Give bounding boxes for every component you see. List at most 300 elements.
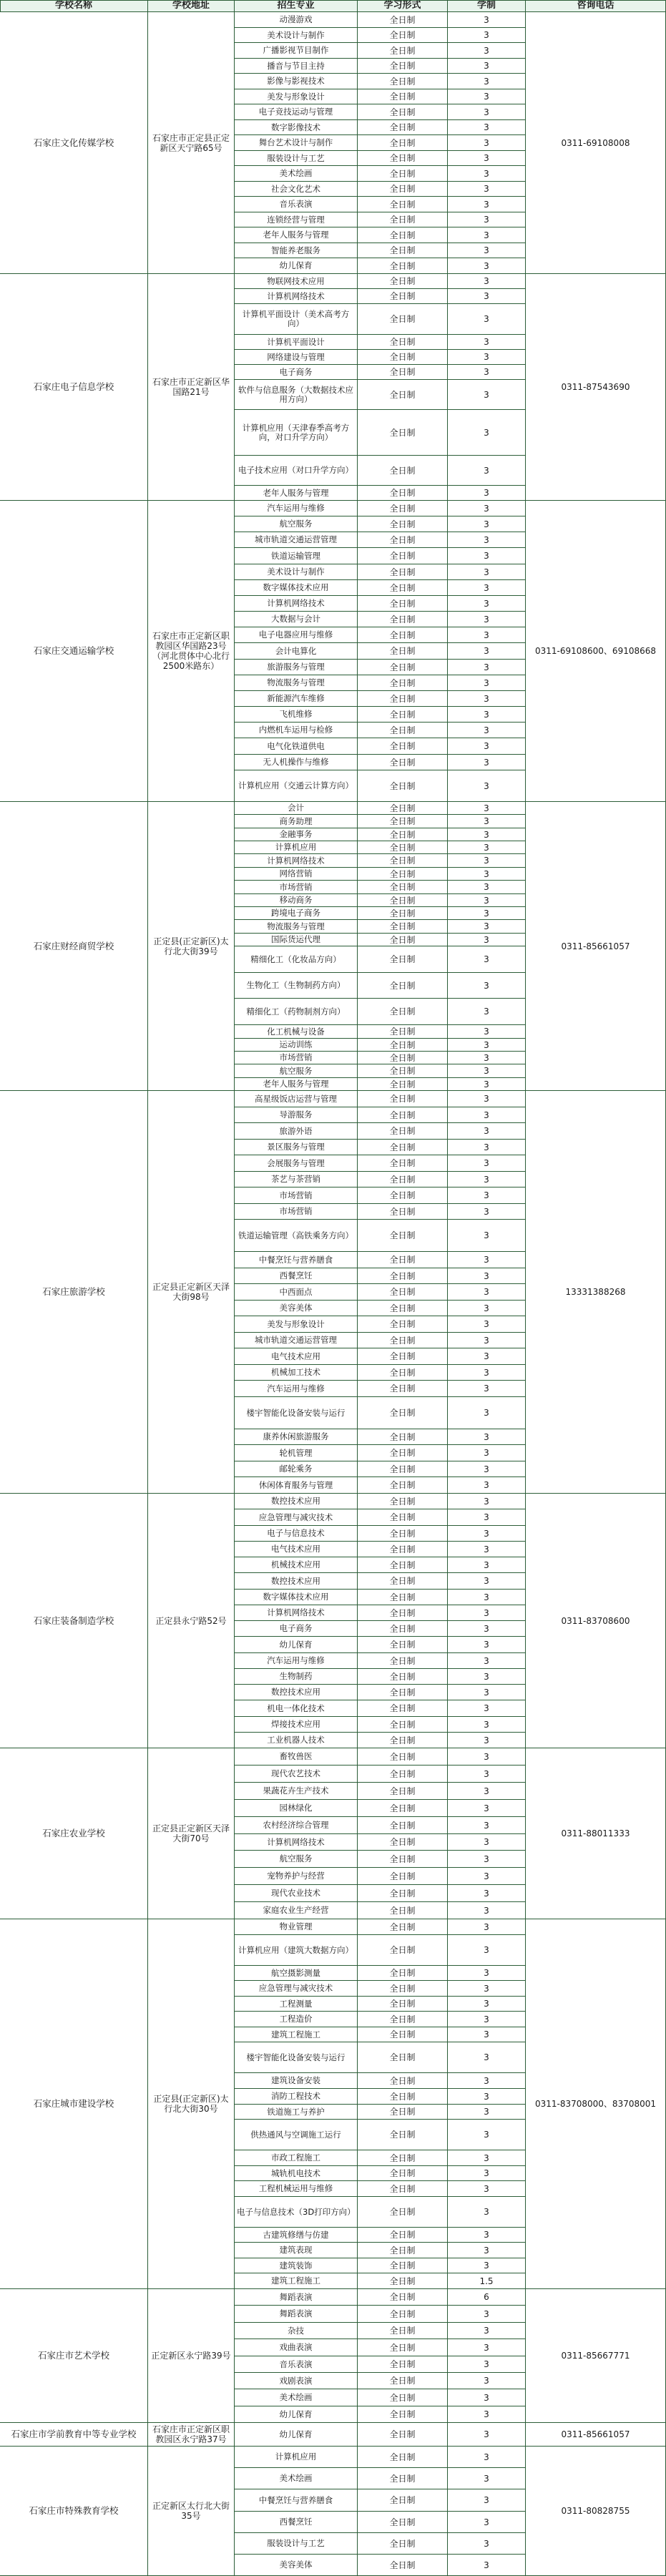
major-name: 美发与形象设计 (235, 1316, 358, 1333)
duration-years: 1.5 (448, 2273, 526, 2289)
major-name: 舞台艺术设计与制作 (235, 135, 358, 151)
major-name: 消防工程技术 (235, 2089, 358, 2105)
study-form: 全日制 (358, 755, 448, 770)
duration-years: 3 (448, 1542, 526, 1557)
study-form: 全日制 (358, 2197, 448, 2228)
duration-years: 3 (448, 1997, 526, 2012)
duration-years: 3 (448, 2468, 526, 2489)
school-address: 正定新区太行北大街35号 (148, 2447, 235, 2576)
duration-years: 3 (448, 2423, 526, 2447)
study-form: 全日制 (358, 166, 448, 182)
study-form: 全日制 (358, 212, 448, 227)
school-name: 石家庄市艺术学校 (0, 2289, 148, 2423)
duration-years: 3 (448, 74, 526, 89)
school-phone: 0311-87543690 (526, 274, 666, 501)
duration-years: 3 (448, 1461, 526, 1477)
duration-years: 3 (448, 596, 526, 612)
duration-years: 3 (448, 2120, 526, 2150)
header-study-form: 学习形式 (358, 0, 448, 12)
major-name: 航空服务 (235, 1064, 358, 1078)
duration-years: 3 (448, 1573, 526, 1590)
school-address: 石家庄市正定新区职教园区华国路23号（河北贯体中心北行2500米路东） (148, 501, 235, 802)
study-form: 全日制 (358, 1902, 448, 1919)
study-form: 全日制 (358, 1445, 448, 1461)
study-form: 全日制 (358, 1429, 448, 1445)
study-form: 全日制 (358, 1733, 448, 1748)
study-form: 全日制 (358, 2555, 448, 2576)
major-name: 美发与形象设计 (235, 89, 358, 104)
major-name: 轮机管理 (235, 1445, 358, 1461)
major-name: 汽车运用与维修 (235, 1381, 358, 1397)
duration-years: 3 (448, 120, 526, 135)
duration-years: 3 (448, 920, 526, 934)
study-form: 全日制 (358, 1526, 448, 1542)
study-form: 全日制 (358, 1301, 448, 1316)
school-phone: 0311-69108008 (526, 12, 666, 274)
study-form: 全日制 (358, 1365, 448, 1381)
study-form: 全日制 (358, 1868, 448, 1885)
study-form: 全日制 (358, 1316, 448, 1333)
major-name: 化工机械与设备 (235, 1025, 358, 1039)
major-name: 应急管理与减灾技术 (235, 1981, 358, 1997)
study-form: 全日制 (358, 920, 448, 934)
study-form: 全日制 (358, 258, 448, 274)
major-name: 国际货运代理 (235, 934, 358, 946)
major-name: 计算机网络技术 (235, 1834, 358, 1851)
duration-years: 3 (448, 1783, 526, 1800)
duration-years: 3 (448, 2447, 526, 2468)
major-name: 现代农业技术 (235, 1885, 358, 1902)
major-name: 精细化工（药物制剂方向） (235, 999, 358, 1025)
major-name: 计算机应用 (235, 841, 358, 854)
duration-years: 3 (448, 1494, 526, 1509)
major-name: 电子技术应用（对口升学方向） (235, 456, 358, 486)
major-name: 数控技术应用 (235, 1573, 358, 1590)
major-name: 园林绿化 (235, 1800, 358, 1817)
duration-years: 3 (448, 643, 526, 660)
study-form: 全日制 (358, 304, 448, 335)
study-form: 全日制 (358, 1461, 448, 1477)
major-name: 服装设计与工艺 (235, 2533, 358, 2555)
study-form: 全日制 (358, 2339, 448, 2356)
study-form: 全日制 (358, 1834, 448, 1851)
school-name: 石家庄市学前教育中等专业学校 (0, 2423, 148, 2447)
major-name: 电子竞技运动与管理 (235, 104, 358, 120)
duration-years: 3 (448, 881, 526, 894)
duration-years: 3 (448, 1851, 526, 1868)
duration-years: 3 (448, 2406, 526, 2423)
duration-years: 3 (448, 516, 526, 532)
major-name: 金融事务 (235, 828, 358, 841)
study-form: 全日制 (358, 596, 448, 612)
duration-years: 3 (448, 1800, 526, 1817)
major-name: 城市轨道交通运营管理 (235, 532, 358, 548)
study-form: 全日制 (358, 1397, 448, 1429)
major-name: 杂技 (235, 2323, 358, 2339)
duration-years: 3 (448, 2339, 526, 2356)
major-name: 播音与节目主持 (235, 59, 358, 74)
school-address: 正定新区永宁路39号 (148, 2289, 235, 2423)
major-name: 果蔬花卉生产技术 (235, 1783, 358, 1800)
major-name: 音乐表演 (235, 2356, 358, 2373)
study-form: 全日制 (358, 1573, 448, 1590)
study-form: 全日制 (358, 2027, 448, 2042)
study-form: 全日制 (358, 2243, 448, 2258)
major-name: 戏曲表演 (235, 2339, 358, 2356)
duration-years: 3 (448, 815, 526, 828)
major-name: 音乐表演 (235, 197, 358, 212)
major-name: 电子与信息技术（3D打印方向） (235, 2197, 358, 2228)
study-form: 全日制 (358, 380, 448, 410)
study-form: 全日制 (358, 612, 448, 627)
major-name: 计算机平面设计 (235, 335, 358, 350)
study-form: 全日制 (358, 2489, 448, 2512)
duration-years: 3 (448, 723, 526, 738)
school-phone: 0311-85667771 (526, 2289, 666, 2423)
study-form: 全日制 (358, 1669, 448, 1685)
study-form: 全日制 (358, 2258, 448, 2273)
duration-years: 3 (448, 1748, 526, 1766)
study-form: 全日制 (358, 350, 448, 365)
duration-years: 3 (448, 2228, 526, 2243)
duration-years: 3 (448, 1966, 526, 1981)
duration-years: 3 (448, 1817, 526, 1834)
study-form: 全日制 (358, 1172, 448, 1187)
study-form: 全日制 (358, 74, 448, 89)
study-form: 全日制 (358, 2406, 448, 2423)
duration-years: 3 (448, 934, 526, 946)
major-name: 无人机操作与维修 (235, 755, 358, 770)
study-form: 全日制 (358, 501, 448, 516)
study-form: 全日制 (358, 197, 448, 212)
duration-years: 3 (448, 1381, 526, 1397)
major-name: 电子电器应用与维修 (235, 627, 358, 643)
duration-years: 3 (448, 1717, 526, 1733)
study-form: 全日制 (358, 2389, 448, 2406)
major-name: 内燃机车运用与检修 (235, 723, 358, 738)
school-address: 石家庄市正定新区职教园区永宁路37号 (148, 2423, 235, 2447)
major-name: 电气技术应用 (235, 1542, 358, 1557)
duration-years: 3 (448, 854, 526, 868)
study-form: 全日制 (358, 691, 448, 707)
duration-years: 3 (448, 1935, 526, 1966)
duration-years: 3 (448, 2089, 526, 2105)
duration-years: 3 (448, 1091, 526, 1107)
study-form: 全日制 (358, 973, 448, 999)
header-duration: 学制 (448, 0, 526, 12)
school-address: 正定县正定新区天泽大街70号 (148, 1748, 235, 1919)
major-name: 航空服务 (235, 1851, 358, 1868)
major-name: 汽车运用与维修 (235, 1653, 358, 1669)
duration-years: 3 (448, 2489, 526, 2512)
study-form: 全日制 (358, 1621, 448, 1637)
study-form: 全日制 (358, 1187, 448, 1204)
duration-years: 3 (448, 2105, 526, 2120)
major-name: 幼儿保育 (235, 2406, 358, 2423)
study-form: 全日制 (358, 828, 448, 841)
duration-years: 3 (448, 1039, 526, 1052)
major-name: 美术绘画 (235, 2468, 358, 2489)
major-name: 城轨机电技术 (235, 2166, 358, 2181)
duration-years: 3 (448, 212, 526, 227)
major-name: 美容美体 (235, 2555, 358, 2576)
study-form: 全日制 (358, 675, 448, 691)
major-name: 幼儿保育 (235, 2423, 358, 2447)
study-form: 全日制 (358, 120, 448, 135)
duration-years: 3 (448, 304, 526, 335)
duration-years: 3 (448, 1902, 526, 1919)
study-form: 全日制 (358, 1494, 448, 1509)
duration-years: 3 (448, 1981, 526, 1997)
study-form: 全日制 (358, 1557, 448, 1573)
study-form: 全日制 (358, 1885, 448, 1902)
duration-years: 3 (448, 868, 526, 881)
duration-years: 3 (448, 274, 526, 289)
duration-years: 3 (448, 660, 526, 675)
duration-years: 3 (448, 770, 526, 802)
duration-years: 3 (448, 2166, 526, 2181)
school-name: 石家庄财经商贸学校 (0, 802, 148, 1091)
study-form: 全日制 (358, 135, 448, 151)
duration-years: 3 (448, 1733, 526, 1748)
major-name: 高星级饭店运营与管理 (235, 1091, 358, 1107)
school-address: 正定县永宁路52号 (148, 1494, 235, 1748)
duration-years: 3 (448, 907, 526, 920)
major-name: 计算机网络技术 (235, 854, 358, 868)
major-name: 建筑工程施工 (235, 2027, 358, 2042)
school-name: 石家庄装备制造学校 (0, 1494, 148, 1748)
duration-years: 3 (448, 2373, 526, 2389)
duration-years: 3 (448, 28, 526, 43)
duration-years: 3 (448, 1653, 526, 1669)
study-form: 全日制 (358, 2356, 448, 2373)
major-name: 影像与影视技术 (235, 74, 358, 89)
major-name: 物联网技术应用 (235, 274, 358, 289)
major-name: 计算机应用（天津春季高考方向，对口升学方向） (235, 410, 358, 456)
major-name: 老年人服务与管理 (235, 227, 358, 243)
school-name: 石家庄文化传媒学校 (0, 12, 148, 274)
duration-years: 3 (448, 738, 526, 755)
study-form: 全日制 (358, 2273, 448, 2289)
school-address: 石家庄市正定新区华国路21号 (148, 274, 235, 501)
major-name: 楼宇智能化设备安装与运行 (235, 1397, 358, 1429)
duration-years: 3 (448, 802, 526, 815)
study-form: 全日制 (358, 1766, 448, 1783)
school-phone: 0311-88011333 (526, 1748, 666, 1919)
major-name: 计算机平面设计（美术高考方向） (235, 304, 358, 335)
duration-years: 3 (448, 2012, 526, 2027)
duration-years: 3 (448, 43, 526, 59)
major-name: 数字影像技术 (235, 120, 358, 135)
major-name: 市场营销 (235, 1204, 358, 1220)
major-name: 工业机器人技术 (235, 1733, 358, 1748)
duration-years: 3 (448, 59, 526, 74)
duration-years: 3 (448, 1605, 526, 1621)
duration-years: 3 (448, 350, 526, 365)
study-form: 全日制 (358, 1700, 448, 1717)
school-name: 石家庄交通运输学校 (0, 501, 148, 802)
major-name: 生物制药 (235, 1669, 358, 1685)
major-name: 旅游外语 (235, 1123, 358, 1140)
school-phone: 0311-80828755 (526, 2447, 666, 2576)
major-name: 供热通风与空调施工运行 (235, 2120, 358, 2150)
major-name: 城市轨道交通运营管理 (235, 1333, 358, 1348)
study-form: 全日制 (358, 1653, 448, 1669)
header-phone: 咨询电话 (526, 0, 666, 12)
study-form: 全日制 (358, 660, 448, 675)
study-form: 全日制 (358, 907, 448, 920)
duration-years: 3 (448, 2389, 526, 2406)
major-name: 美术绘画 (235, 2389, 358, 2406)
duration-years: 3 (448, 380, 526, 410)
major-name: 计算机应用（建筑大数据方向） (235, 1935, 358, 1966)
school-phone: 0311-85661057 (526, 2423, 666, 2447)
study-form: 全日制 (358, 1685, 448, 1700)
major-name: 航空服务 (235, 516, 358, 532)
study-form: 全日制 (358, 1348, 448, 1365)
school-phone: 0311-69108600、69108668 (526, 501, 666, 802)
major-name: 商务助理 (235, 815, 358, 828)
duration-years: 3 (448, 486, 526, 501)
study-form: 全日制 (358, 2447, 448, 2468)
study-form: 全日制 (358, 1997, 448, 2012)
study-form: 全日制 (358, 1381, 448, 1397)
study-form: 全日制 (358, 580, 448, 596)
duration-years: 3 (448, 1557, 526, 1573)
duration-years: 3 (448, 1107, 526, 1123)
duration-years: 3 (448, 612, 526, 627)
duration-years: 3 (448, 999, 526, 1025)
major-name: 铁道运输管理 (235, 548, 358, 564)
duration-years: 3 (448, 894, 526, 907)
study-form: 全日制 (358, 723, 448, 738)
school-name: 石家庄电子信息学校 (0, 274, 148, 501)
study-form: 全日制 (358, 1140, 448, 1155)
duration-years: 3 (448, 89, 526, 104)
study-form: 全日制 (358, 564, 448, 580)
major-name: 大数据与会计 (235, 612, 358, 627)
study-form: 全日制 (358, 532, 448, 548)
major-name: 宠物养护与经营 (235, 1868, 358, 1885)
major-name: 生物化工（生物制药方向） (235, 973, 358, 999)
study-form: 全日制 (358, 1091, 448, 1107)
major-name: 社会文化艺术 (235, 182, 358, 197)
duration-years: 3 (448, 946, 526, 973)
major-name: 市场营销 (235, 881, 358, 894)
duration-years: 6 (448, 2289, 526, 2306)
study-form: 全日制 (358, 2289, 448, 2306)
study-form: 全日制 (358, 1064, 448, 1078)
duration-years: 3 (448, 1526, 526, 1542)
study-form: 全日制 (358, 1284, 448, 1301)
major-name: 景区服务与管理 (235, 1140, 358, 1155)
study-form: 全日制 (358, 2533, 448, 2555)
major-name: 智能养老服务 (235, 243, 358, 258)
duration-years: 3 (448, 12, 526, 28)
major-name: 电气技术应用 (235, 1348, 358, 1365)
study-form: 全日制 (358, 1477, 448, 1494)
duration-years: 3 (448, 1187, 526, 1204)
major-name: 工程测量 (235, 1997, 358, 2012)
major-name: 计算机网络技术 (235, 289, 358, 304)
duration-years: 3 (448, 227, 526, 243)
major-name: 计算机网络技术 (235, 596, 358, 612)
duration-years: 3 (448, 1397, 526, 1429)
study-form: 全日制 (358, 486, 448, 501)
major-name: 数字媒体技术应用 (235, 580, 358, 596)
major-name: 机械技术应用 (235, 1557, 358, 1573)
duration-years: 3 (448, 2243, 526, 2258)
header-school-address: 学校地址 (148, 0, 235, 12)
study-form: 全日制 (358, 1590, 448, 1605)
study-form: 全日制 (358, 516, 448, 532)
duration-years: 3 (448, 2323, 526, 2339)
duration-years: 3 (448, 410, 526, 456)
duration-years: 3 (448, 675, 526, 691)
major-name: 铁道运输管理（高铁乘务方向） (235, 1220, 358, 1252)
major-name: 服装设计与工艺 (235, 151, 358, 166)
major-name: 电气化铁道供电 (235, 738, 358, 755)
study-form: 全日制 (358, 365, 448, 380)
study-form: 全日制 (358, 627, 448, 643)
major-name: 工程机械运用与维修 (235, 2181, 358, 2197)
major-name: 中餐烹饪与营养膳食 (235, 2489, 358, 2512)
study-form: 全日制 (358, 1637, 448, 1653)
duration-years: 3 (448, 627, 526, 643)
study-form: 全日制 (358, 89, 448, 104)
major-name: 计算机应用 (235, 2447, 358, 2468)
major-name: 建筑表现 (235, 2243, 358, 2258)
major-name: 畜牧兽医 (235, 1748, 358, 1766)
study-form: 全日制 (358, 1204, 448, 1220)
duration-years: 3 (448, 707, 526, 723)
duration-years: 3 (448, 1252, 526, 1268)
major-name: 计算机应用（交通云计算方向） (235, 770, 358, 802)
major-name: 戏剧表演 (235, 2373, 358, 2389)
study-form: 全日制 (358, 410, 448, 456)
study-form: 全日制 (358, 2012, 448, 2027)
study-form: 全日制 (358, 151, 448, 166)
school-name: 石家庄市特殊教育学校 (0, 2447, 148, 2576)
major-name: 飞机维修 (235, 707, 358, 723)
major-name: 农村经济综合管理 (235, 1817, 358, 1834)
duration-years: 3 (448, 1155, 526, 1172)
study-form: 全日制 (358, 1817, 448, 1834)
duration-years: 3 (448, 1172, 526, 1187)
duration-years: 3 (448, 1140, 526, 1155)
major-name: 美容美体 (235, 1301, 358, 1316)
duration-years: 3 (448, 289, 526, 304)
study-form: 全日制 (358, 2073, 448, 2089)
study-form: 全日制 (358, 2042, 448, 2073)
duration-years: 3 (448, 1365, 526, 1381)
duration-years: 3 (448, 548, 526, 564)
major-name: 建筑装饰 (235, 2258, 358, 2273)
study-form: 全日制 (358, 227, 448, 243)
major-name: 邮轮乘务 (235, 1461, 358, 1477)
header-major: 招生专业 (235, 0, 358, 12)
duration-years: 3 (448, 2042, 526, 2073)
major-name: 家庭农业生产经营 (235, 1902, 358, 1919)
major-name: 旅游服务与管理 (235, 660, 358, 675)
study-form: 全日制 (358, 28, 448, 43)
school-name: 石家庄城市建设学校 (0, 1919, 148, 2289)
duration-years: 3 (448, 2306, 526, 2323)
study-form: 全日制 (358, 2306, 448, 2323)
major-name: 老年人服务与管理 (235, 486, 358, 501)
study-form: 全日制 (358, 1052, 448, 1064)
major-name: 建筑设备安装 (235, 2073, 358, 2089)
